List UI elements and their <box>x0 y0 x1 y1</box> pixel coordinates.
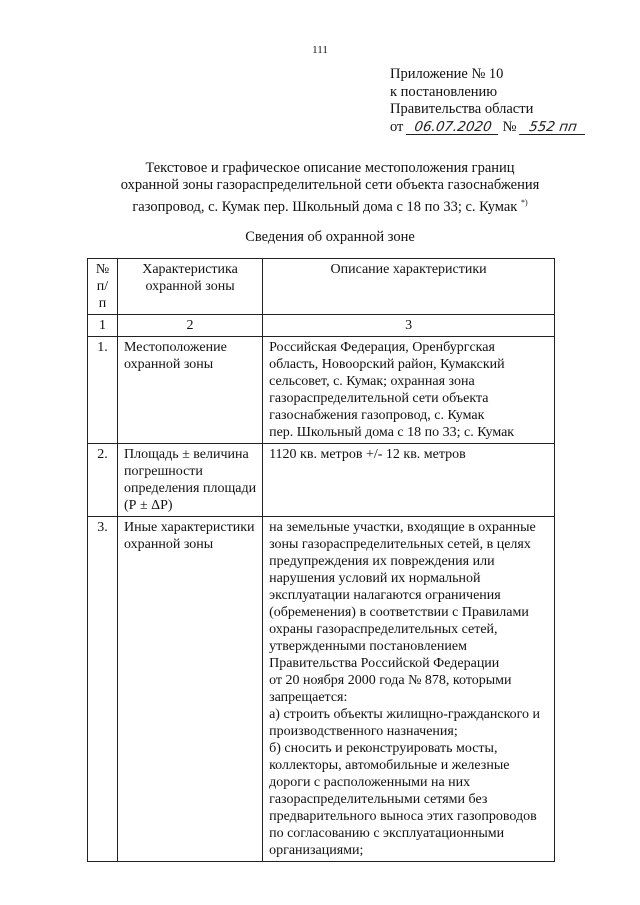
description-line: охраны газораспределительных сетей, <box>269 622 498 637</box>
appendix-title: Приложение № 10 <box>390 66 504 82</box>
row-description <box>263 517 555 862</box>
table-row <box>88 444 555 517</box>
header-char-line-2: охранной зоны <box>145 279 235 294</box>
appendix-date-line <box>390 119 630 137</box>
title-line-3 <box>60 194 600 216</box>
description-line: запрещается: <box>269 690 348 705</box>
description-line: организациями; <box>269 843 364 858</box>
section-heading: Сведения об охранной зоне <box>245 229 415 245</box>
footnote-mark: *) <box>520 198 528 207</box>
row-number: 1. <box>88 337 118 444</box>
header-characteristic <box>118 259 263 315</box>
row-characteristic <box>118 517 263 862</box>
characteristic-line: охранной зоны <box>124 537 214 552</box>
page-number: 111 <box>312 44 328 56</box>
description-line: от 20 ноября 2000 года № 878, которыми <box>269 673 512 688</box>
document-title <box>60 160 600 216</box>
appendix-line-3: Правительства области <box>390 101 534 117</box>
description-line: газораспределительной сети объекта <box>269 391 489 406</box>
title-line-3-text: газопровод, с. Кумак пер. Школьный дома с 18 по 33; с. Кумак <box>132 198 518 215</box>
description-line: а) строить объекты жилищно-гражданского и <box>269 707 541 722</box>
description-line: зоны газораспределительных сетей, в целях <box>269 537 531 552</box>
description-line: производственного назначения; <box>269 724 458 739</box>
header-description: Описание характеристики <box>263 259 555 315</box>
header-num-line-2: п/п <box>96 279 109 311</box>
table-row <box>88 337 555 444</box>
header-char-line-1: Характеристика <box>142 262 238 277</box>
header-num-line-1: № <box>95 262 110 277</box>
description-line: коллекторы, автомобильные и железные <box>269 758 510 773</box>
row-number: 2. <box>88 444 118 517</box>
column-number-row <box>88 315 555 337</box>
row-description <box>263 444 555 517</box>
column-number-3: 3 <box>263 315 555 337</box>
characteristic-line: охранной зоны <box>124 357 214 372</box>
row-description <box>263 337 555 444</box>
header-num <box>88 259 118 315</box>
zone-info-table <box>87 258 555 862</box>
table-row <box>88 517 555 862</box>
title-line-1: Текстовое и графическое описание местоположения границ <box>145 160 515 176</box>
description-line: (обременения) в соответствии с Правилами <box>269 605 529 620</box>
title-line-2: охранной зоны газораспределительной сети объекта газоснабжения <box>120 177 540 193</box>
description-line: газораспределительными сетями без <box>269 792 488 807</box>
description-line: эксплуатации налагаются ограничения <box>269 588 501 603</box>
appendix-line-2: к постановлению <box>390 83 498 100</box>
row-characteristic <box>118 337 263 444</box>
row-characteristic <box>118 444 263 517</box>
characteristic-line: Иные характеристики <box>124 520 255 535</box>
description-line: сельсовет, с. Кумак; охранная зона <box>269 374 475 389</box>
description-line: утвержденными постановлением <box>269 639 467 654</box>
characteristic-line: Местоположение <box>124 340 227 355</box>
row-number: 3. <box>88 517 118 862</box>
description-line: 1120 кв. метров +/- 12 кв. метров <box>269 447 466 462</box>
description-line: Российская Федерация, Оренбургская <box>269 340 495 355</box>
description-line: б) сносить и реконструировать мосты, <box>269 741 498 756</box>
description-line: дороги с расположенными на них <box>269 775 471 790</box>
table-header-row <box>88 259 555 315</box>
description-line: по согласованию с эксплуатационными <box>269 826 505 841</box>
description-line: область, Новоорский район, Кумакский <box>269 357 505 372</box>
appendix-block <box>390 66 630 136</box>
date-prefix: от <box>390 118 404 135</box>
description-line: на земельные участки, входящие в охранные <box>269 520 536 535</box>
column-number-2: 2 <box>118 315 263 337</box>
description-line: предупреждения их повреждения или <box>269 554 495 569</box>
number-prefix: № <box>502 118 517 135</box>
characteristic-line: Площадь ± величина <box>124 447 249 462</box>
column-number-1: 1 <box>88 315 118 337</box>
characteristic-line: погрешности <box>124 464 203 479</box>
characteristic-line: определения площади <box>124 481 257 496</box>
handwritten-number: 552 пп <box>519 120 587 135</box>
description-line: пер. Школьный дома с 18 по 33; с. Кумак <box>269 425 515 440</box>
description-line: Правительства Российской Федерации <box>269 656 500 671</box>
description-line: нарушения условий их нормальной <box>269 571 481 586</box>
description-line: газоснабжения газопровод, с. Кумак <box>269 408 485 423</box>
characteristic-line: (Р ± ΔР) <box>124 498 173 513</box>
handwritten-date: 06.07.2020 <box>406 120 500 135</box>
description-line: предварительного выноса этих газопроводов <box>269 809 537 824</box>
